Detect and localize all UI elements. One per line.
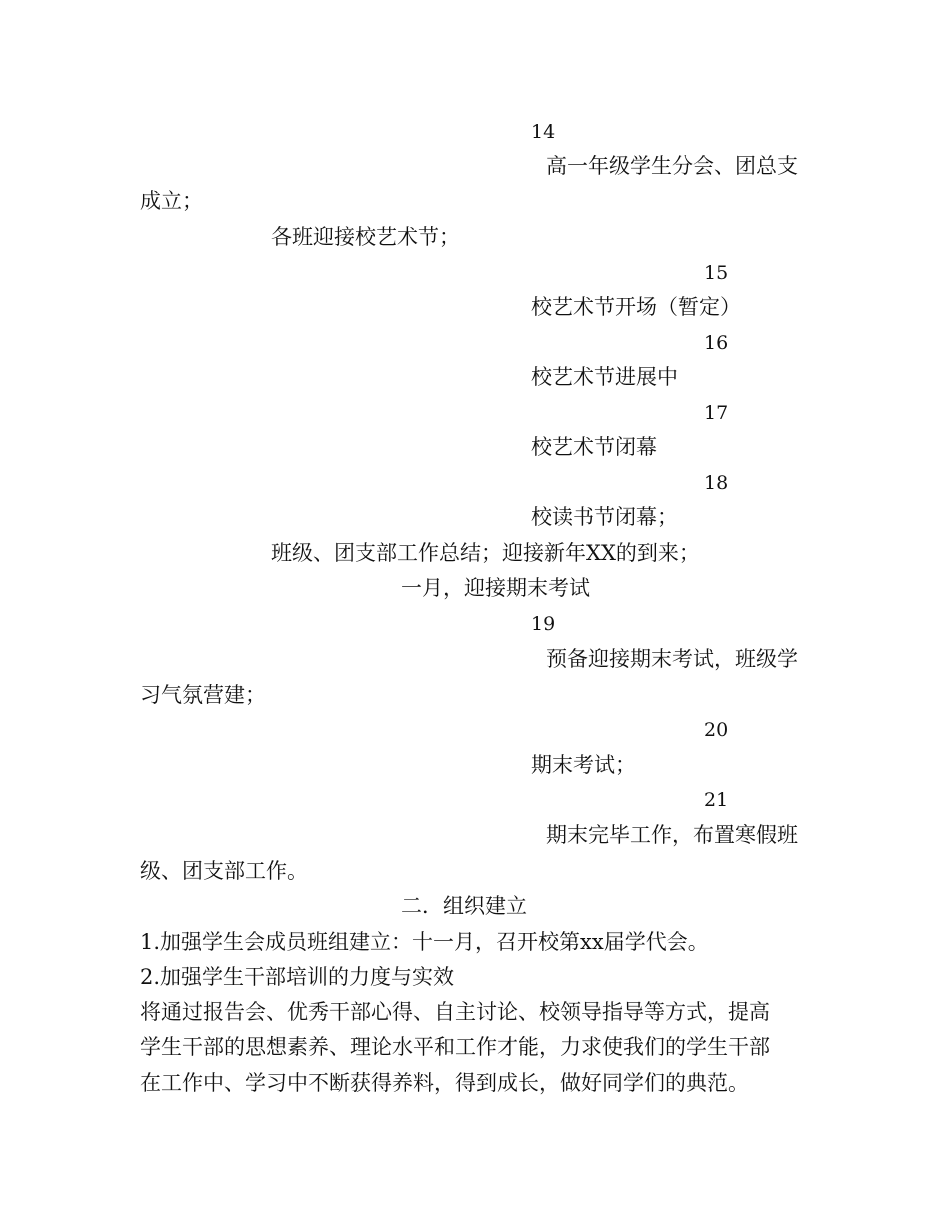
- item-14-text-2: 各班迎接校艺术节；: [271, 225, 460, 249]
- section-heading-organization: 二．组织建立: [401, 894, 527, 918]
- item-20-text: 期末考试；: [531, 753, 636, 777]
- item-19-text: 预备迎接期末考试，班级学: [546, 647, 798, 671]
- paragraph-line-2: 学生干部的思想素养、理论水平和工作才能，力求使我们的学生干部: [140, 1035, 770, 1059]
- item-18-text: 校读书节闭幕；: [531, 505, 678, 529]
- item-17-text: 校艺术节闭幕: [531, 435, 657, 459]
- item-21-text-cont: 级、团支部工作。: [140, 859, 308, 883]
- item-number-16: 16: [704, 332, 729, 354]
- item-number-20: 20: [704, 719, 729, 741]
- item-18-text-2: 班级、团支部工作总结；迎接新年XX的到来；: [271, 541, 700, 565]
- paragraph-line-1: 将通过报告会、优秀干部心得、自主讨论、校领导指导等方式，提高: [140, 1000, 770, 1024]
- item-number-14: 14: [531, 121, 556, 143]
- item-16-text: 校艺术节进展中: [531, 365, 678, 389]
- item-number-19: 19: [531, 613, 556, 635]
- item-21-text: 期末完毕工作，布置寒假班: [546, 823, 798, 847]
- point-2: 2.加强学生干部培训的力度与实效: [140, 965, 455, 989]
- item-14-text: 高一年级学生分会、团总支: [546, 154, 798, 178]
- paragraph-line-3: 在工作中、学习中不断获得养料，得到成长，做好同学们的典范。: [140, 1071, 749, 1095]
- item-number-15: 15: [704, 262, 729, 284]
- item-number-18: 18: [704, 472, 729, 494]
- item-15-text: 校艺术节开场（暂定）: [531, 295, 741, 319]
- item-number-21: 21: [704, 789, 729, 811]
- item-14-text-cont: 成立；: [140, 189, 203, 213]
- month-heading-january: 一月，迎接期末考试: [401, 576, 590, 600]
- point-1: 1.加强学生会成员班组建立：十一月，召开校第xx届学代会。: [140, 930, 709, 954]
- item-number-17: 17: [704, 402, 729, 424]
- item-19-text-cont: 习气氛营建；: [140, 683, 266, 707]
